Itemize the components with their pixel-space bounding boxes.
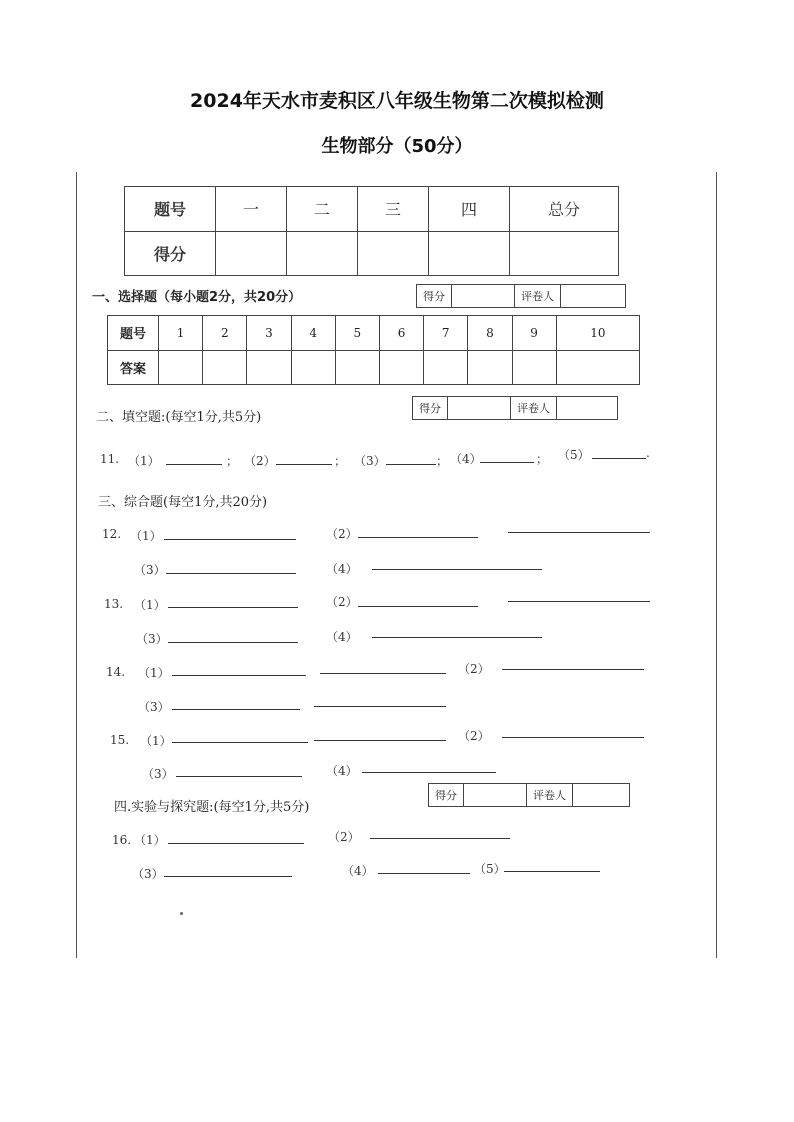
- grader-person-label: 评卷人: [517, 402, 550, 415]
- answer-cell[interactable]: [203, 350, 247, 385]
- q15-blank-1a[interactable]: [172, 742, 308, 743]
- q16-blank-5[interactable]: [504, 871, 600, 872]
- q11-sep-3: ；: [436, 454, 449, 468]
- grader-score-cell[interactable]: [451, 285, 515, 307]
- answer-cell[interactable]: [291, 350, 335, 385]
- scan-speck: [180, 912, 183, 915]
- q11-blank-1[interactable]: [166, 464, 222, 465]
- q12-blank-2a[interactable]: [358, 537, 478, 538]
- q12-part-3-label: （3）: [134, 563, 166, 577]
- grader-person-label: 评卷人: [521, 290, 554, 303]
- question-number: 2: [203, 316, 247, 351]
- q13-part-2-label: （2）: [326, 595, 358, 609]
- answer-cell[interactable]: [468, 350, 512, 385]
- q16-part-1-label: （1）: [134, 833, 166, 847]
- grader-person-label: 评卷人: [533, 789, 566, 802]
- answer-table-row-label: 答案: [108, 350, 159, 385]
- q12-part-4-label: （4）: [326, 562, 358, 576]
- q11-part-3-label: （3）: [354, 454, 386, 468]
- q16-blank-3[interactable]: [164, 876, 292, 877]
- section2-title: 二、填空题:(每空1分,共5分): [96, 410, 262, 425]
- q12-number: 12.: [102, 527, 122, 541]
- q12-part-2-label: （2）: [326, 527, 358, 541]
- answer-cell[interactable]: [335, 350, 379, 385]
- section4-grader-box: [428, 783, 630, 807]
- q15-part-4-label: （4）: [326, 764, 358, 778]
- score-cell[interactable]: [510, 231, 619, 276]
- answer-cell[interactable]: [556, 350, 639, 385]
- section1-title: 一、选择题（每小题2分，共20分）: [92, 290, 302, 305]
- question-number: 1: [159, 316, 203, 351]
- score-table-col-2: 二: [287, 187, 358, 232]
- q14-blank-3b[interactable]: [314, 706, 446, 707]
- q12-blank-3[interactable]: [166, 573, 296, 574]
- q13-number: 13.: [104, 597, 124, 611]
- q15-part-3-label: （3）: [142, 767, 174, 781]
- q11-number: 11.: [100, 452, 120, 466]
- question-number: 6: [379, 316, 423, 351]
- section3-title: 三、综合题(每空1分,共20分): [98, 495, 268, 510]
- q11-blank-5[interactable]: [592, 458, 646, 459]
- right-border-line: [716, 172, 717, 958]
- score-table-header-label: 题号: [125, 187, 216, 232]
- q16-blank-2[interactable]: [370, 838, 510, 839]
- left-border-line: [76, 172, 77, 958]
- q13-blank-4[interactable]: [372, 637, 542, 638]
- q11-sep-5: .: [646, 446, 650, 460]
- question-number: 4: [291, 316, 335, 351]
- q12-blank-4[interactable]: [372, 569, 542, 570]
- score-cell[interactable]: [358, 231, 429, 276]
- q14-part-3-label: （3）: [138, 700, 170, 714]
- grader-score-label: 得分: [435, 789, 457, 802]
- q13-blank-2a[interactable]: [358, 606, 478, 607]
- score-table-col-4: 四: [429, 187, 510, 232]
- score-table-col-1: 一: [216, 187, 287, 232]
- q16-blank-4[interactable]: [378, 873, 470, 874]
- answer-cell[interactable]: [247, 350, 291, 385]
- q16-number: 16.: [112, 833, 132, 847]
- q15-number: 15.: [110, 733, 130, 747]
- page-title: 2024年天水市麦积区八年级生物第二次模拟检测: [190, 90, 604, 112]
- q14-part-2-label: （2）: [458, 662, 490, 676]
- answer-table-header-label: 题号: [108, 316, 159, 351]
- q14-blank-2[interactable]: [502, 669, 644, 670]
- question-number: 3: [247, 316, 291, 351]
- section1-grader-box: [416, 284, 626, 308]
- q14-part-1-label: （1）: [138, 666, 170, 680]
- score-table-col-total: 总分: [510, 187, 619, 232]
- q16-part-5-label: （5）: [474, 862, 506, 876]
- q14-blank-1a[interactable]: [172, 675, 306, 676]
- q14-blank-3a[interactable]: [172, 709, 300, 710]
- q13-blank-1[interactable]: [168, 607, 298, 608]
- q12-blank-2b[interactable]: [508, 532, 650, 533]
- q12-blank-1[interactable]: [164, 539, 296, 540]
- question-number: 10: [556, 316, 639, 351]
- q11-sep-2: ；: [334, 454, 347, 468]
- q14-blank-1b[interactable]: [320, 673, 446, 674]
- answer-cell[interactable]: [424, 350, 468, 385]
- q15-blank-3[interactable]: [176, 776, 302, 777]
- q11-sep-1: ；: [226, 454, 239, 468]
- section4-title: 四.实验与探究题:(每空1分,共5分): [114, 800, 310, 815]
- q13-blank-2b[interactable]: [508, 601, 650, 602]
- q15-blank-1b[interactable]: [314, 740, 446, 741]
- grader-score-cell[interactable]: [463, 784, 527, 806]
- q11-part-2-label: （2）: [244, 454, 276, 468]
- score-table-col-3: 三: [358, 187, 429, 232]
- score-summary-table: [124, 186, 619, 276]
- q13-part-3-label: （3）: [136, 632, 168, 646]
- q11-part-1-label: （1）: [128, 454, 160, 468]
- grader-score-label: 得分: [423, 290, 445, 303]
- grader-person-cell[interactable]: [560, 285, 625, 307]
- q11-part-4-label: （4）: [450, 452, 482, 466]
- q11-blank-4[interactable]: [480, 462, 534, 463]
- question-number: 5: [335, 316, 379, 351]
- q13-part-4-label: （4）: [326, 630, 358, 644]
- question-number: 7: [424, 316, 468, 351]
- q15-blank-2[interactable]: [502, 737, 644, 738]
- section2-grader-box: [412, 396, 618, 420]
- q12-part-1-label: （1）: [130, 529, 162, 543]
- grader-person-cell[interactable]: [572, 784, 629, 806]
- q13-blank-3[interactable]: [168, 642, 298, 643]
- score-cell[interactable]: [287, 231, 358, 276]
- answer-cell[interactable]: [159, 350, 203, 385]
- question-number: 9: [512, 316, 556, 351]
- q11-part-5-label: （5）: [558, 448, 590, 462]
- q16-blank-1[interactable]: [168, 843, 304, 844]
- q16-part-3-label: （3）: [132, 867, 164, 881]
- question-number: 8: [468, 316, 512, 351]
- q16-part-2-label: （2）: [328, 830, 360, 844]
- q15-blank-4[interactable]: [362, 772, 496, 773]
- score-cell[interactable]: [429, 231, 510, 276]
- page-subtitle: 生物部分（50分）: [321, 136, 473, 157]
- q11-blank-3[interactable]: [386, 464, 436, 465]
- q16-part-4-label: （4）: [342, 864, 374, 878]
- grader-score-cell[interactable]: [447, 397, 511, 419]
- score-cell[interactable]: [216, 231, 287, 276]
- q15-part-1-label: （1）: [140, 734, 172, 748]
- answer-cell[interactable]: [512, 350, 556, 385]
- answer-cell[interactable]: [379, 350, 423, 385]
- choice-answer-table: [107, 315, 640, 385]
- q14-number: 14.: [106, 665, 126, 679]
- q11-blank-2[interactable]: [276, 464, 332, 465]
- grader-score-label: 得分: [419, 402, 441, 415]
- q11-sep-4: ；: [536, 452, 549, 466]
- q13-part-1-label: （1）: [134, 598, 166, 612]
- score-table-row-label: 得分: [125, 231, 216, 276]
- q15-part-2-label: （2）: [458, 729, 490, 743]
- grader-person-cell[interactable]: [556, 397, 617, 419]
